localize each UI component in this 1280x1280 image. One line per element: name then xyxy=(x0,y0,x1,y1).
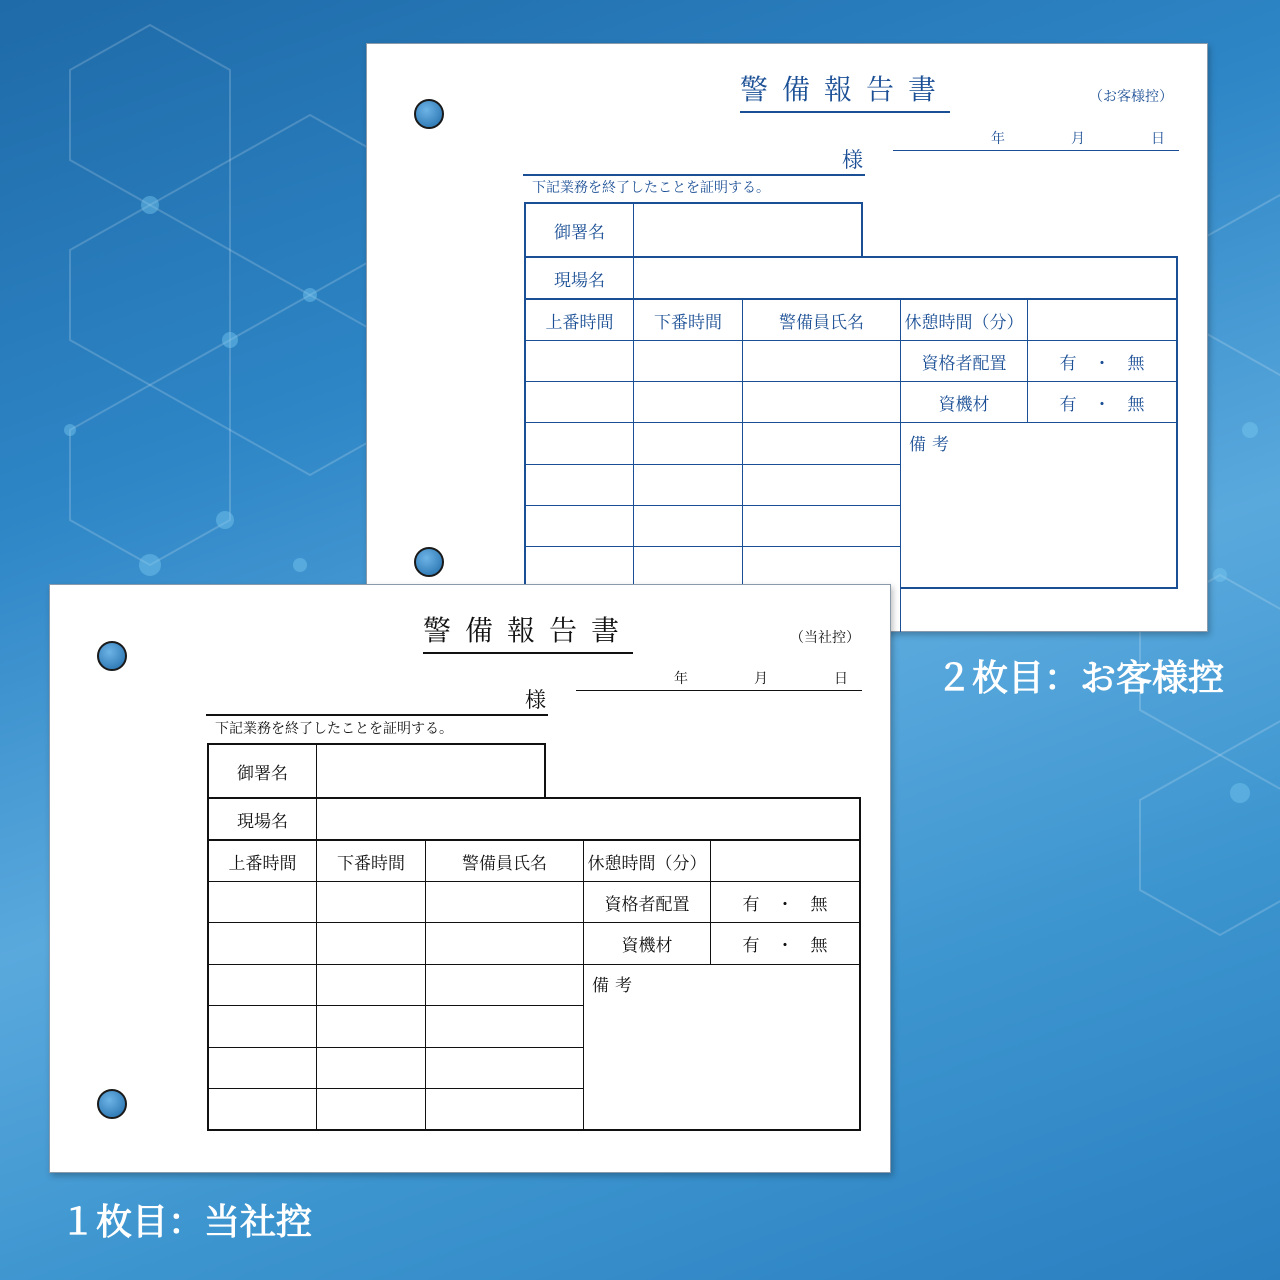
guard-name-header: 警備員氏名 xyxy=(779,312,864,333)
honorific: 様 xyxy=(842,148,863,172)
guard-name-header: 警備員氏名 xyxy=(462,853,547,874)
certification-text: 下記業務を終了したことを証明する。 xyxy=(215,721,453,737)
equipment-label: 資機材 xyxy=(938,394,990,415)
binding-hole xyxy=(414,99,444,129)
start-time-header: 上番時間 xyxy=(228,853,297,874)
year-label: 年 xyxy=(991,131,1005,147)
date-row xyxy=(576,668,862,691)
caption-first-sheet: １枚目：当社控 xyxy=(60,1202,313,1243)
qualified-staff-label: 資格者配置 xyxy=(604,894,690,915)
remarks-label: 備考 xyxy=(592,976,638,996)
report-title: 警備報告書 xyxy=(423,609,633,654)
month-label: 月 xyxy=(1071,131,1085,147)
qualified-staff-choice[interactable]: 有 ・ 無 xyxy=(742,894,828,915)
copy-label: （お客様控） xyxy=(1089,89,1173,105)
end-time-header: 下番時間 xyxy=(337,853,405,874)
recipient-line[interactable] xyxy=(206,684,548,716)
site-name-label: 現場名 xyxy=(554,270,605,291)
equipment-choice[interactable]: 有 ・ 無 xyxy=(742,936,828,956)
year-label: 年 xyxy=(674,671,688,687)
copy-label: （当社控） xyxy=(790,630,860,646)
month-label: 月 xyxy=(754,671,768,687)
certification-text: 下記業務を終了したことを証明する。 xyxy=(532,180,770,196)
day-label: 日 xyxy=(834,671,848,687)
day-label: 日 xyxy=(1151,131,1165,147)
binding-hole xyxy=(414,547,444,577)
qualified-staff-label: 資格者配置 xyxy=(921,353,1007,374)
office-signature-label: 御署名 xyxy=(237,763,288,784)
honorific: 様 xyxy=(525,688,546,712)
recipient-line[interactable] xyxy=(523,144,865,176)
end-time-header: 下番時間 xyxy=(654,312,722,333)
office-signature-label: 御署名 xyxy=(554,222,605,243)
site-name-label: 現場名 xyxy=(237,811,288,832)
customer-copy-sheet xyxy=(366,43,1208,632)
break-time-header: 休憩時間（分） xyxy=(587,853,707,874)
equipment-choice[interactable]: 有 ・ 無 xyxy=(1059,394,1145,415)
binding-hole xyxy=(97,641,127,671)
binding-hole xyxy=(97,1089,127,1119)
qualified-staff-choice[interactable]: 有 ・ 無 xyxy=(1059,353,1145,374)
report-title: 警備報告書 xyxy=(740,68,950,113)
date-row xyxy=(893,128,1179,151)
caption-second-sheet: ２枚目：お客様控 xyxy=(936,658,1225,699)
remarks-label: 備考 xyxy=(909,435,955,455)
start-time-header: 上番時間 xyxy=(545,312,614,333)
company-copy-sheet xyxy=(49,584,891,1173)
break-time-header: 休憩時間（分） xyxy=(904,312,1024,333)
equipment-label: 資機材 xyxy=(621,936,673,956)
